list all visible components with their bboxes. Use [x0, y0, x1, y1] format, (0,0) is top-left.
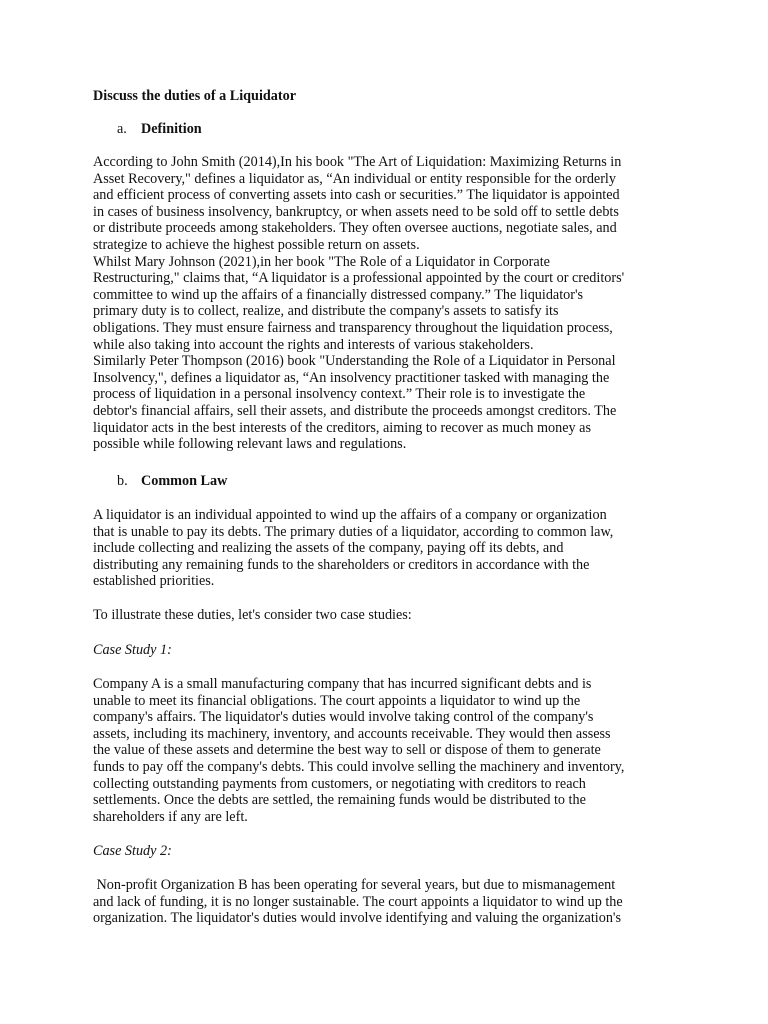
- text-line: shareholders if any are left.: [93, 808, 248, 825]
- section-a-marker: a.: [117, 121, 127, 137]
- text-line: the value of these assets and determine the best way to sell or dispose of them to generate: [93, 742, 601, 759]
- text-line: primary duty is to collect, realize, and distribute the company's assets to satisfy its: [93, 303, 559, 320]
- definition-paragraph: [93, 154, 676, 453]
- text-line: distributing any remaining funds to the shareholders or creditors in accordance with the: [93, 556, 590, 573]
- text-line: company's affairs. The liquidator's duties would involve taking control of the company's: [93, 709, 594, 726]
- text-line: liquidator acts in the best interests of the creditors, aiming to recover as much money as: [93, 419, 591, 436]
- case-study-intro: [93, 607, 676, 624]
- text-line: debtor's financial affairs, sell their assets, and distribute the proceeds amongst creditors. The: [93, 402, 617, 419]
- case-study-1-paragraph: [93, 676, 676, 825]
- text-line: obligations. They must ensure fairness and transparency throughout the liquidation process,: [93, 319, 613, 336]
- text-line: unable to meet its financial obligations. The court appoints a liquidator to wind up the: [93, 692, 581, 709]
- text-line: settlements. Once the debts are settled, the remaining funds would be distributed to the: [93, 792, 586, 809]
- text-line: funds to pay off the company's debts. This could involve selling the machinery and inventory,: [93, 758, 625, 775]
- text-line: To illustrate these duties, let's consider two case studies:: [93, 607, 412, 623]
- text-line: possible while following relevant laws and regulations.: [93, 436, 407, 453]
- text-line: include collecting and realizing the assets of the company, paying off its debts, and: [93, 540, 564, 557]
- text-line: According to John Smith (2014),In his book "The Art of Liquidation: Maximizing Returns in: [93, 154, 622, 170]
- document-title: Discuss the duties of a Liquidator: [93, 88, 296, 104]
- text-line: assets, including its machinery, inventory, and accounts receivable. They would then assess: [93, 725, 611, 742]
- section-a-title: Definition: [141, 121, 202, 137]
- text-line: strategize to achieve the highest possible return on assets.: [93, 236, 420, 253]
- case-study-1-label: [93, 642, 676, 659]
- text-line: Asset Recovery," defines a liquidator as, “An individual or entity responsible for the orderly: [93, 170, 616, 187]
- text-line: Insolvency,", defines a liquidator as, “An insolvency practitioner tasked with managing the: [93, 369, 610, 386]
- text-line: and efficient process of converting assets into cash or securities.” The liquidator is appointed: [93, 187, 620, 204]
- section-b-marker: b.: [117, 473, 128, 489]
- text-line: Similarly Peter Thompson (2016) book "Understanding the Role of a Liquidator in Personal: [93, 353, 616, 370]
- case-study-2-paragraph: [93, 877, 676, 927]
- text-line: in cases of business insolvency, bankruptcy, or when assets need to be sold off to settle debts: [93, 203, 619, 220]
- text-line: Case Study 1:: [93, 642, 172, 658]
- text-line: or distribute proceeds among stakeholders. They often oversee auctions, negotiate sales, and: [93, 220, 617, 237]
- text-line: organization. The liquidator's duties would involve identifying and valuing the organization's: [93, 910, 621, 927]
- text-line: process of liquidation in a personal insolvency context.” Their role is to investigate the: [93, 386, 586, 403]
- section-b-title: Common Law: [141, 473, 228, 489]
- text-line: established priorities.: [93, 573, 215, 590]
- case-study-2-label: [93, 843, 676, 860]
- text-line: while also taking into account the rights and interests of various stakeholders.: [93, 336, 534, 353]
- text-line: Case Study 2:: [93, 843, 172, 859]
- text-line: Whilst Mary Johnson (2021),in her book "The Role of a Liquidator in Corporate: [93, 253, 550, 270]
- text-line: Non-profit Organization B has been operating for several years, but due to mismanagement: [93, 877, 616, 893]
- text-line: and lack of funding, it is no longer sustainable. The court appoints a liquidator to wind up the: [93, 893, 623, 910]
- text-line: A liquidator is an individual appointed to wind up the affairs of a company or organization: [93, 507, 607, 523]
- text-line: committee to wind up the affairs of a financially distressed company.” The liquidator's: [93, 286, 584, 303]
- text-line: Restructuring," claims that, “A liquidator is a professional appointed by the court or creditors': [93, 270, 625, 287]
- common-law-paragraph: [93, 507, 676, 590]
- text-line: that is unable to pay its debts. The primary duties of a liquidator, according to common law,: [93, 523, 614, 540]
- text-line: collecting outstanding payments from customers, or negotiating with creditors to reach: [93, 775, 586, 792]
- text-line: Company A is a small manufacturing company that has incurred significant debts and is: [93, 676, 592, 692]
